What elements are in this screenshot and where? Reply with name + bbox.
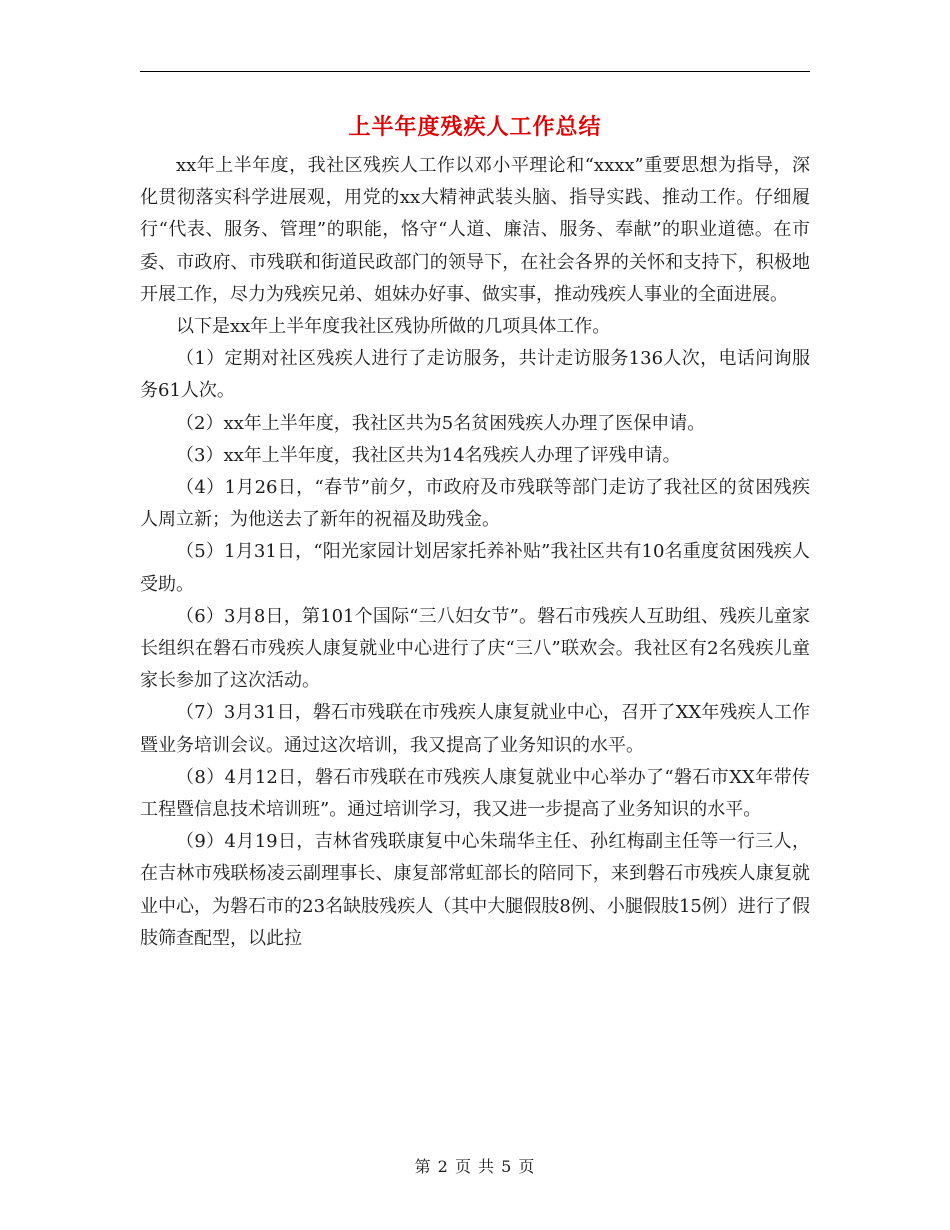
paragraph-item-2: （2）xx年上半年度，我社区共为5名贫困残疾人办理了医保申请。 [176, 412, 706, 434]
paragraph-item-3: （3）xx年上半年度，我社区共为14名残疾人办理了评残申请。 [176, 444, 681, 466]
header-rule [140, 71, 810, 72]
paragraph-item-7: （7）3月31日，磐石市残联在市残疾人康复就业中心，召开了XX年残疾人工作暨业务培训会议。通过这次培训，我又提高了业务知识的水平。 [140, 702, 810, 756]
paragraph-item-8: （8）4月12日，磐石市残联在市残疾人康复就业中心举办了“磐石市XX年带传工程暨信息技术培训班”。通过培训学习，我又进一步提高了业务知识的水平。 [140, 766, 810, 821]
paragraph-item-6: （6）3月8日，第101个国际“三八妇女节”。磐石市残疾人互助组、残疾儿童家长组织在磐石市残疾人康复就业中心进行了庆“三八”联欢会。我社区有2名残疾儿童家长参加了这次活动。 [140, 605, 810, 692]
paragraph-summary-lead: 以下是xx年上半年度我社区残协所做的几项具体工作。 [176, 316, 611, 338]
paragraph-intro: xx年上半年度，我社区残疾人工作以邓小平理论和“xxxx”重要思想为指导，深化贯彻落实科学进展观，用党的xx大精神武装头脑、指导实践、推动工作。仔细履行“代表、服务、管理”的职能，恪守“人道、廉洁、服务、奉献”的职业道德。在市委、市政府、市残联和街道民政部门的领导下，在社会各界的关怀和支持下，积极地开展工作，尽力为残疾兄弟、姐妹办好事、做实事，推动残疾人事业的全面进展。 [140, 155, 810, 305]
page-number-footer: 第 2 页 共 5 页 [414, 1157, 536, 1176]
paragraph-item-5: （5）1月31日，“阳光家园计划居家托养补贴”我社区共有10名重度贫困残疾人受助。 [140, 541, 810, 595]
document-body [140, 150, 810, 955]
paragraph-item-9: （9）4月19日，吉林省残联康复中心朱瑞华主任、孙红梅副主任等一行三人，在吉林市残联杨凌云副理事长、康复部常虹部长的陪同下，来到磐石市残疾人康复就业中心，为磐石市的23名缺肢残疾人（其中大腿假肢8例、小腿假肢15例）进行了假肢筛查配型，以此拉 [140, 831, 810, 949]
paragraph-item-1: （1）定期对社区残疾人进行了走访服务，共计走访服务136人次，电话问询服务61人次。 [140, 348, 810, 402]
document-title: 上半年度残疾人工作总结 [348, 114, 602, 140]
paragraph-item-4: （4）1月26日，“春节”前夕，市政府及市残联等部门走访了我社区的贫困残疾人周立新；为他送去了新年的祝福及助残金。 [140, 477, 810, 531]
